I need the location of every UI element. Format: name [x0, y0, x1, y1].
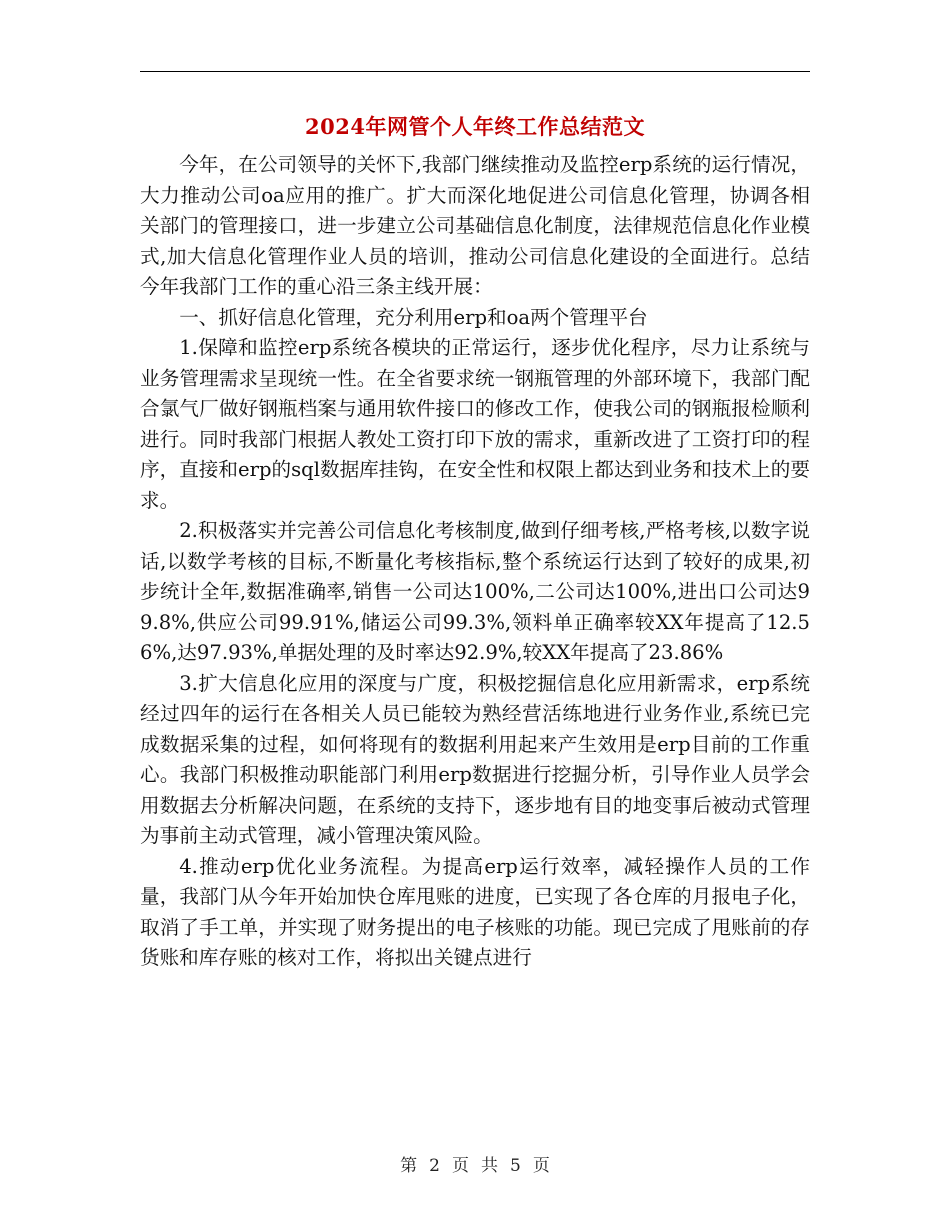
document-body	[140, 150, 810, 974]
header-rule	[140, 71, 810, 72]
document-title: 2024年网管个人年终工作总结范文	[305, 114, 645, 139]
current-page-number: 2	[429, 1156, 440, 1176]
paragraph-item-2: 2.积极落实并完善公司信息化考核制度,做到仔细考核,严格考核,以数字说话,以数学考核的目标,不断量化考核指标,整个系统运行达到了较好的成果,初步统计全年,数据准确率,销售一公司达100%,二公司达100%,进出口公司达99.8%,供应公司99.91%,储运公司99.3%,领料单正确率较XX年提高了12.56%,达97.93%,单据处理的及时率达92.9%,较XX年提高了23.86%	[140, 519, 810, 664]
footer-page-word: 页	[452, 1156, 469, 1176]
paragraph-item-1: 1.保障和监控erp系统各模块的正常运行，逐步优化程序，尽力让系统与业务管理需求呈现统一性。在全省要求统一钢瓶管理的外部环境下，我部门配合氯气厂做好钢瓶档案与通用软件接口的修改工作，使我公司的钢瓶报检顺利进行。同时我部门根据人教处工资打印下放的需求，重新改进了工资打印的程序，直接和erp的sql数据库挂钩，在安全性和权限上都达到业务和技术上的要求。	[140, 336, 810, 512]
paragraph-item-3: 3.扩大信息化应用的深度与广度，积极挖掘信息化应用新需求，erp系统经过四年的运行在各相关人员已能较为熟经营活练地进行业务作业,系统已完成数据采集的过程，如何将现有的数据利用起来产生效用是erp目前的工作重心。我部门积极推动职能部门利用erp数据进行挖掘分析，引导作业人员学会用数据去分析解决问题，在系统的支持下，逐步地有目的地变事后被动式管理为事前主动式管理，减小管理决策风险。	[140, 671, 810, 847]
footer-total-word: 共	[481, 1156, 498, 1176]
page-number-footer	[140, 1154, 810, 1178]
paragraph-intro: 今年，在公司领导的关怀下,我部门继续推动及监控erp系统的运行情况，大力推动公司oa应用的推广。扩大而深化地促进公司信息化管理，协调各相关部门的管理接口，进一步建立公司基础信息化制度，法律规范信息化作业模式,加大信息化管理作业人员的培训，推动公司信息化建设的全面进行。总结今年我部门工作的重心沿三条主线开展：	[140, 153, 810, 298]
total-page-count: 5	[510, 1156, 521, 1176]
footer-suffix: 页	[532, 1156, 550, 1176]
paragraph-item-4: 4.推动erp优化业务流程。为提高erp运行效率，减轻操作人员的工作量，我部门从今年开始加快仓库甩账的进度，已实现了各仓库的月报电子化，取消了手工单，并实现了财务提出的电子核账的功能。现已完成了甩账前的存货账和库存账的核对工作，将拟出关键点进行	[140, 854, 810, 969]
section-heading-1: 一、抓好信息化管理，充分利用erp和oa两个管理平台	[179, 305, 648, 329]
footer-prefix: 第	[400, 1156, 418, 1176]
